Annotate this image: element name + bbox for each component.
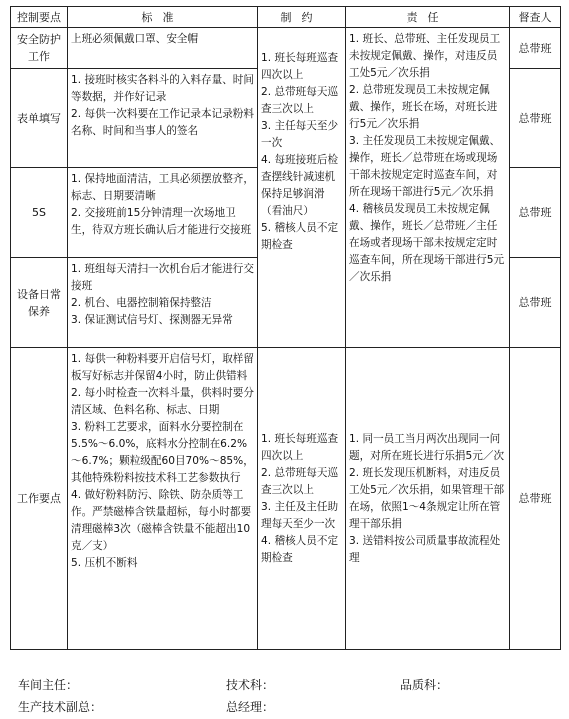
standard-item: 1. 保持地面清洁，工具必须摆放整齐，标志、日期要清晰 [71,173,254,202]
standard-item: 3. 保证测试信号灯、探测器无异常 [71,314,233,326]
table-row [11,348,561,650]
standard-item: 2. 每小时检查一次料斗量，供料时要分清区域、色料名称、标志、日期 [71,387,254,416]
row-key: 安全防护工作 [11,28,68,69]
row-supervisor: 总带班 [510,348,561,650]
row-supervisor: 总带班 [510,168,561,258]
row-standard [68,348,258,650]
row-standard [68,28,258,69]
row-key: 表单填写 [11,69,68,168]
row-key: 设备日常保养 [11,258,68,348]
signature-tech-dept: 技术科： [226,678,275,692]
responsibility-item: 2. 班长发现压机断料，对违反员工处5元／次乐捐，如果管理干部在场，依照1～4条规定让所在管理干部乐捐 [349,466,505,530]
row-supervisor: 总带班 [510,69,561,168]
constraint-item: 1. 班长每班巡查四次以上 [261,52,339,81]
standard-item: 1. 接班时核实各料斗的入料存量、时间等数据，并作好记录 [71,74,254,103]
row-supervisor: 总带班 [510,258,561,348]
responsibility-item: 1. 班长、总带班、主任发现员工未按规定佩戴、操作，对违反员工处5元／次乐捐 [349,33,501,79]
table-row [11,28,561,69]
standard-item: 5. 压机不断料 [71,557,138,569]
standard-item: 4. 做好粉料防污、除铁、防杂质等工作。严禁磁棒含铁量超标，每小时都要清理磁棒3次（磁棒含铁量不能超出10克／支） [71,489,252,552]
row-supervisor: 总带班 [510,28,561,69]
signature-deputy-gm: 生产技术副总： [18,700,103,714]
constraint-item: 3. 主任及主任助理每天至少一次 [261,500,339,530]
constraint-item: 5. 稽核人员不定期检查 [261,222,339,251]
standard-item: 1. 每供一种粉料要开启信号灯，取样留板写好标志并保留4小时，防止供错料 [71,353,254,382]
responsibility-item: 4. 稽核员发现员工未按规定佩戴、操作，班长／总带班／主任在场或者现场干部未按规定定时巡查车间，所在现场干部进行5元／次乐捐 [349,203,505,283]
signature-quality-dept: 品质科： [400,678,449,692]
constraint-item: 4. 每班接班后检查摆线针减速机保持足够润滑（看油尺） [261,154,339,217]
header-constraint: 制约 [258,7,346,28]
responsibility-item: 3. 送错料按公司质量事故流程处理 [349,534,501,564]
responsibility-cell-lower [346,348,510,650]
row-key: 工作要点 [11,348,68,650]
constraint-item: 1. 班长每班巡查四次以上 [261,432,339,462]
row-standard [68,258,258,348]
constraint-cell-lower [258,348,346,650]
standard-item: 1. 班组每天清扫一次机台后才能进行交接班 [71,263,254,292]
standard-item: 2. 每供一次料要在工作记录本记录粉料名称、时间和当事人的签名 [71,108,254,137]
control-table [10,6,561,650]
responsibility-item: 1. 同一员工当月两次出现同一问题，对所在班长进行乐捐5元／次 [349,432,505,462]
header-supervisor: 督查人 [510,7,561,28]
constraint-item: 3. 主任每天至少一次 [261,120,339,149]
responsibility-cell-upper [346,28,510,348]
standard-item: 2. 交接班前15分钟清理一次场地卫生，待双方班长确认后才能进行交接班 [71,207,252,236]
constraint-item: 2. 总带班每天巡查三次以上 [261,466,339,496]
row-standard [68,168,258,258]
standard-item: 3. 粉料工艺要求，面料水分要控制在5.5%～6.0%，底料水分控制在6.2%～6.7%；颗粒级配60目70%～85%，其他特殊粉料按技术科工艺参数执行 [71,421,254,484]
header-key: 控制要点 [11,7,68,28]
header-standard: 标准 [68,7,258,28]
signature-gm: 总经理： [226,700,275,714]
header-row [11,7,561,28]
responsibility-item: 3. 主任发现员工未按规定佩戴、操作，班长／总带班在场或现场干部未按规定定时巡查车间，对所在现场干部进行5元／次乐捐 [349,135,501,198]
standard-item: 2. 机台、电器控制箱保持整洁 [71,297,212,309]
signature-workshop-director: 车间主任： [18,678,79,692]
standard-item: 上班必须佩戴口罩、安全帽 [71,33,199,45]
row-standard [68,69,258,168]
constraint-cell-upper [258,28,346,348]
responsibility-item: 2. 总带班发现员工未按规定佩戴、操作，班长在场，对班长进行5元／次乐捐 [349,84,498,130]
constraint-item: 2. 总带班每天巡查三次以上 [261,86,339,115]
header-responsibility: 责任 [346,7,510,28]
row-key: 5S [11,168,68,258]
constraint-item: 4. 稽核人员不定期检查 [261,534,339,564]
